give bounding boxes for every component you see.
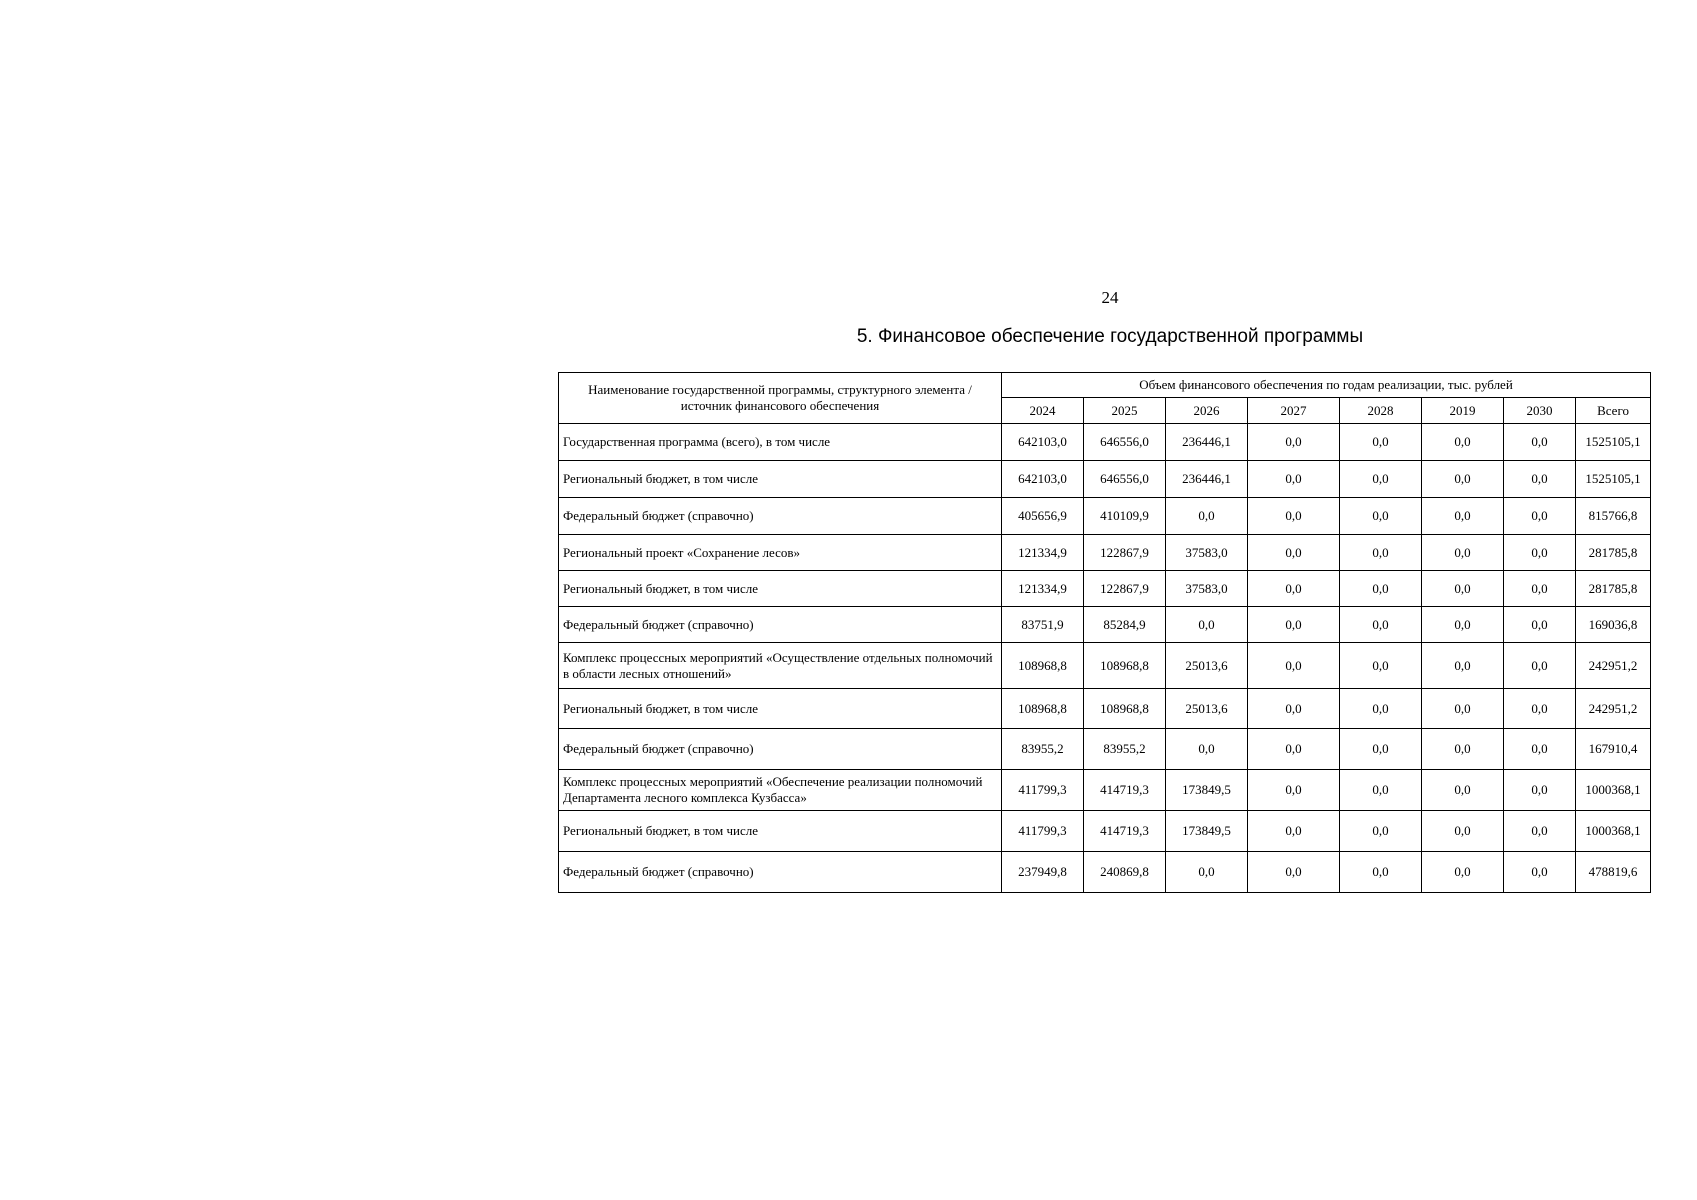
cell-value: 0,0 <box>1340 770 1422 811</box>
cell-total: 281785,8 <box>1576 571 1651 607</box>
cell-value: 0,0 <box>1340 729 1422 770</box>
cell-value: 0,0 <box>1248 770 1340 811</box>
table-row <box>559 571 1651 607</box>
table-row <box>559 689 1651 729</box>
section-title: 5. Финансовое обеспечение государственной программы <box>856 326 1364 347</box>
cell-value: 0,0 <box>1422 643 1504 689</box>
row-name: Комплекс процессных мероприятий «Осуществление отдельных полномочий в области лесных отношений» <box>559 643 1002 689</box>
table-header <box>559 373 1651 424</box>
name-column-header: Наименование государственной программы, структурного элемента / источник финансового обеспечения <box>559 373 1002 424</box>
cell-total: 478819,6 <box>1576 852 1651 893</box>
cell-value: 0,0 <box>1248 571 1340 607</box>
cell-value: 0,0 <box>1422 461 1504 498</box>
cell-value: 0,0 <box>1340 643 1422 689</box>
table-row <box>559 729 1651 770</box>
table-row <box>559 852 1651 893</box>
year-header-2019: 2019 <box>1422 398 1504 424</box>
cell-value: 237949,8 <box>1002 852 1084 893</box>
cell-total: 242951,2 <box>1576 689 1651 729</box>
cell-value: 0,0 <box>1422 424 1504 461</box>
cell-value: 85284,9 <box>1084 607 1166 643</box>
cell-value: 0,0 <box>1504 643 1576 689</box>
row-name: Федеральный бюджет (справочно) <box>559 607 1002 643</box>
cell-value: 0,0 <box>1422 852 1504 893</box>
cell-value: 108968,8 <box>1002 643 1084 689</box>
year-header-2024: 2024 <box>1002 398 1084 424</box>
cell-value: 0,0 <box>1422 689 1504 729</box>
cell-value: 0,0 <box>1166 607 1248 643</box>
cell-value: 236446,1 <box>1166 461 1248 498</box>
cell-value: 0,0 <box>1504 571 1576 607</box>
table-row <box>559 498 1651 535</box>
table-row <box>559 811 1651 852</box>
cell-value: 0,0 <box>1504 461 1576 498</box>
row-name: Региональный бюджет, в том числе <box>559 689 1002 729</box>
cell-value: 405656,9 <box>1002 498 1084 535</box>
cell-value: 0,0 <box>1504 811 1576 852</box>
cell-value: 0,0 <box>1166 498 1248 535</box>
cell-value: 173849,5 <box>1166 811 1248 852</box>
cell-value: 411799,3 <box>1002 770 1084 811</box>
cell-value: 122867,9 <box>1084 535 1166 571</box>
cell-total: 1525105,1 <box>1576 461 1651 498</box>
total-header: Всего <box>1576 398 1651 424</box>
cell-value: 0,0 <box>1340 424 1422 461</box>
cell-value: 0,0 <box>1248 729 1340 770</box>
cell-value: 0,0 <box>1248 461 1340 498</box>
table-row <box>559 607 1651 643</box>
cell-value: 83955,2 <box>1084 729 1166 770</box>
cell-value: 173849,5 <box>1166 770 1248 811</box>
cell-value: 0,0 <box>1340 498 1422 535</box>
row-name: Региональный бюджет, в том числе <box>559 571 1002 607</box>
cell-value: 122867,9 <box>1084 571 1166 607</box>
table-row <box>559 461 1651 498</box>
cell-value: 0,0 <box>1504 729 1576 770</box>
cell-value: 0,0 <box>1504 535 1576 571</box>
table-row <box>559 643 1651 689</box>
row-name: Региональный бюджет, в том числе <box>559 461 1002 498</box>
cell-value: 646556,0 <box>1084 461 1166 498</box>
cell-value: 0,0 <box>1340 607 1422 643</box>
cell-value: 0,0 <box>1340 852 1422 893</box>
cell-value: 0,0 <box>1248 811 1340 852</box>
cell-value: 240869,8 <box>1084 852 1166 893</box>
cell-value: 108968,8 <box>1002 689 1084 729</box>
year-header-2026: 2026 <box>1166 398 1248 424</box>
year-header-2028: 2028 <box>1340 398 1422 424</box>
table-row <box>559 535 1651 571</box>
row-name: Комплекс процессных мероприятий «Обеспечение реализации полномочий Департамента лесного комплекса Кузбасса» <box>559 770 1002 811</box>
cell-total: 1000368,1 <box>1576 811 1651 852</box>
row-name: Региональный проект «Сохранение лесов» <box>559 535 1002 571</box>
cell-value: 236446,1 <box>1166 424 1248 461</box>
table-body <box>559 424 1651 893</box>
cell-value: 0,0 <box>1248 424 1340 461</box>
cell-total: 815766,8 <box>1576 498 1651 535</box>
cell-value: 0,0 <box>1504 689 1576 729</box>
cell-total: 281785,8 <box>1576 535 1651 571</box>
cell-value: 25013,6 <box>1166 643 1248 689</box>
cell-value: 0,0 <box>1504 498 1576 535</box>
cell-value: 414719,3 <box>1084 811 1166 852</box>
cell-value: 0,0 <box>1340 811 1422 852</box>
cell-value: 0,0 <box>1504 424 1576 461</box>
cell-value: 646556,0 <box>1084 424 1166 461</box>
row-name: Федеральный бюджет (справочно) <box>559 729 1002 770</box>
cell-value: 0,0 <box>1248 498 1340 535</box>
cell-value: 0,0 <box>1422 535 1504 571</box>
cell-value: 121334,9 <box>1002 535 1084 571</box>
cell-value: 642103,0 <box>1002 461 1084 498</box>
cell-value: 83955,2 <box>1002 729 1084 770</box>
cell-value: 642103,0 <box>1002 424 1084 461</box>
cell-value: 0,0 <box>1422 729 1504 770</box>
cell-value: 37583,0 <box>1166 535 1248 571</box>
cell-value: 0,0 <box>1422 811 1504 852</box>
cell-value: 0,0 <box>1422 607 1504 643</box>
cell-total: 167910,4 <box>1576 729 1651 770</box>
cell-value: 0,0 <box>1340 571 1422 607</box>
cell-value: 0,0 <box>1422 571 1504 607</box>
cell-total: 1525105,1 <box>1576 424 1651 461</box>
header-row-group <box>559 373 1651 398</box>
cell-value: 0,0 <box>1248 689 1340 729</box>
cell-value: 0,0 <box>1422 498 1504 535</box>
cell-value: 83751,9 <box>1002 607 1084 643</box>
row-name: Государственная программа (всего), в том числе <box>559 424 1002 461</box>
year-header-2030: 2030 <box>1504 398 1576 424</box>
cell-value: 0,0 <box>1340 535 1422 571</box>
row-name: Федеральный бюджет (справочно) <box>559 852 1002 893</box>
cell-value: 37583,0 <box>1166 571 1248 607</box>
cell-value: 0,0 <box>1422 770 1504 811</box>
year-header-2025: 2025 <box>1084 398 1166 424</box>
row-name: Федеральный бюджет (справочно) <box>559 498 1002 535</box>
cell-value: 0,0 <box>1504 852 1576 893</box>
year-header-2027: 2027 <box>1248 398 1340 424</box>
cell-value: 0,0 <box>1340 689 1422 729</box>
table-row <box>559 424 1651 461</box>
cell-value: 411799,3 <box>1002 811 1084 852</box>
cell-value: 108968,8 <box>1084 643 1166 689</box>
cell-value: 414719,3 <box>1084 770 1166 811</box>
cell-value: 0,0 <box>1340 461 1422 498</box>
cell-value: 0,0 <box>1248 607 1340 643</box>
row-name: Региональный бюджет, в том числе <box>559 811 1002 852</box>
cell-value: 0,0 <box>1504 607 1576 643</box>
cell-total: 242951,2 <box>1576 643 1651 689</box>
cell-value: 0,0 <box>1166 852 1248 893</box>
funding-volume-header: Объем финансового обеспечения по годам реализации, тыс. рублей <box>1002 373 1651 398</box>
cell-total: 1000368,1 <box>1576 770 1651 811</box>
table-row <box>559 770 1651 811</box>
cell-value: 0,0 <box>1248 852 1340 893</box>
cell-value: 0,0 <box>1248 643 1340 689</box>
cell-value: 410109,9 <box>1084 498 1166 535</box>
cell-value: 121334,9 <box>1002 571 1084 607</box>
cell-value: 0,0 <box>1166 729 1248 770</box>
cell-value: 0,0 <box>1504 770 1576 811</box>
page-number: 24 <box>1101 288 1119 307</box>
cell-value: 0,0 <box>1248 535 1340 571</box>
cell-value: 108968,8 <box>1084 689 1166 729</box>
cell-value: 25013,6 <box>1166 689 1248 729</box>
cell-total: 169036,8 <box>1576 607 1651 643</box>
financing-table <box>558 372 1651 893</box>
